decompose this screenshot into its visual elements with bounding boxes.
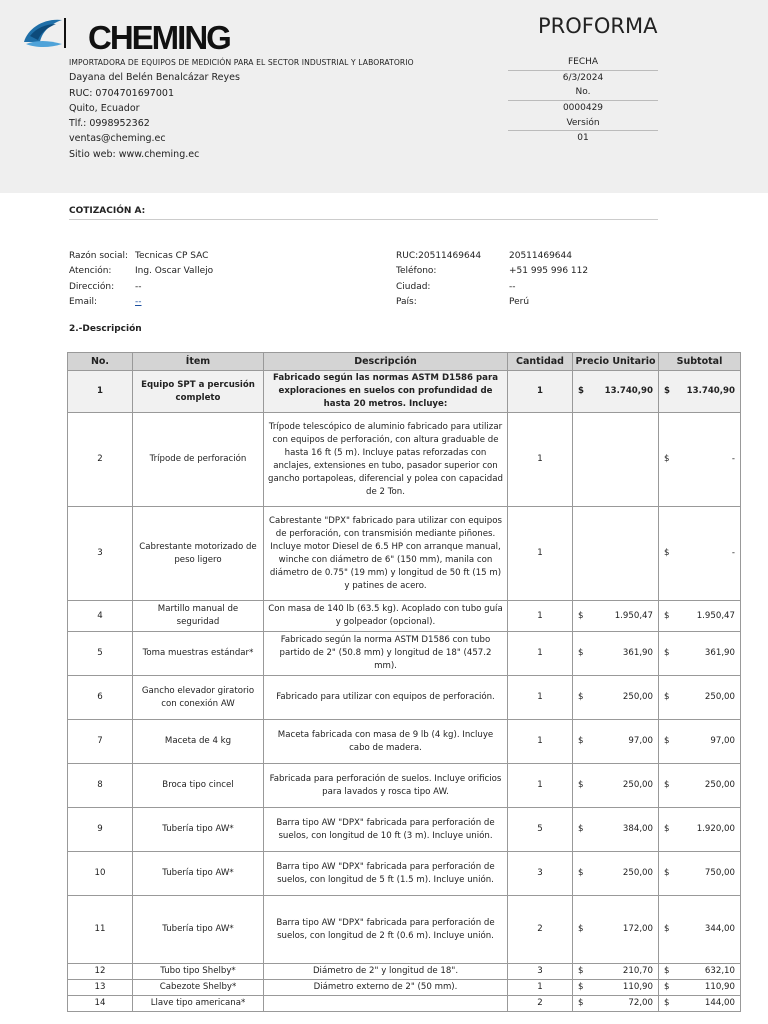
pais-value: Perú: [509, 296, 530, 307]
cell-description: Diámetro externo de 2" (50 mm).: [264, 980, 508, 996]
client-values-left: [135, 249, 213, 310]
description-title: 2.-Descripción: [69, 324, 142, 334]
cell-unit-price-currency: $: [573, 720, 597, 764]
cell-unit-price-currency: $: [573, 601, 597, 632]
cell-no: 13: [68, 980, 133, 996]
cell-unit-price: 72,00: [597, 996, 659, 1012]
number-value: 0000429: [562, 103, 604, 114]
cell-unit-price: 250,00: [597, 764, 659, 808]
ruc-value: 20511469644: [509, 251, 572, 261]
client-labels-right: [396, 249, 481, 310]
direccion-value: --: [135, 281, 142, 292]
company-website: Sitio web: www.cheming.ec: [69, 148, 200, 160]
cell-description: [264, 996, 508, 1012]
atencion-label: Atención:: [69, 266, 112, 277]
cell-item: Broca tipo cincel: [133, 764, 264, 808]
cell-description: Fabricado según la norma ASTM D1586 con tubo partido de 2" (50.8 mm) y longitud de 18" (457.2 mm).: [264, 632, 508, 676]
cell-quantity: 1: [508, 980, 573, 996]
table-row: [68, 413, 741, 507]
client-values-right: [509, 249, 588, 310]
cell-item: Llave tipo americana*: [133, 996, 264, 1012]
cell-item: Tubería tipo AW*: [133, 896, 264, 964]
table-row: [68, 808, 741, 852]
cell-unit-price-currency: $: [573, 964, 597, 980]
cell-subtotal: -: [683, 507, 741, 601]
cell-subtotal-currency: $: [659, 676, 683, 720]
cell-unit-price-currency: [573, 507, 597, 601]
items-table: [67, 352, 741, 1012]
table-row: [68, 507, 741, 601]
cell-item: Trípode de perforación: [133, 413, 264, 507]
cell-description: Maceta fabricada con masa de 9 lb (4 kg). Incluye cabo de madera.: [264, 720, 508, 764]
cell-quantity: 1: [508, 413, 573, 507]
cell-quantity: 1: [508, 764, 573, 808]
cell-subtotal: -: [683, 413, 741, 507]
cell-quantity: 2: [508, 996, 573, 1012]
cell-quantity: 3: [508, 852, 573, 896]
cell-description: Barra tipo AW "DPX" fabricada para perforación de suelos, con longitud de 10 ft (3 m). Incluye unión.: [264, 808, 508, 852]
cell-subtotal-currency: $: [659, 764, 683, 808]
cell-unit-price-currency: $: [573, 980, 597, 996]
cell-unit-price-currency: $: [573, 371, 597, 413]
cell-description: Fabricado según las normas ASTM D1586 para exploraciones en suelos con profundidad de hasta 20 metros. Incluye:: [264, 371, 508, 413]
cell-quantity: 5: [508, 808, 573, 852]
company-phone: Tlf.: 0998952362: [69, 118, 150, 130]
company-city: Quito, Ecuador: [69, 102, 140, 114]
cell-subtotal: 361,90: [683, 632, 741, 676]
cell-no: 7: [68, 720, 133, 764]
cell-item: Martillo manual de seguridad: [133, 601, 264, 632]
razon-value: Tecnicas CP SAC: [135, 251, 209, 261]
cell-unit-price-currency: [573, 413, 597, 507]
ruc-label: RUC:20511469644: [396, 251, 482, 261]
document-title: PROFORMA: [538, 14, 658, 38]
company-info: [69, 55, 414, 162]
cell-no: 12: [68, 964, 133, 980]
cell-quantity: 1: [508, 371, 573, 413]
pais-label: País:: [396, 296, 417, 307]
ciudad-label: Ciudad:: [396, 281, 431, 292]
cell-subtotal-currency: $: [659, 720, 683, 764]
cell-subtotal-currency: $: [659, 371, 683, 413]
table-row: [68, 764, 741, 808]
header-unit-price: Precio Unitario: [573, 353, 659, 371]
cell-subtotal-currency: $: [659, 601, 683, 632]
company-logo-text: CHEMING: [88, 19, 230, 56]
cell-no: 14: [68, 996, 133, 1012]
table-row: [68, 996, 741, 1012]
table-row: [68, 720, 741, 764]
telefono-label: Teléfono:: [396, 266, 437, 277]
cell-subtotal: 1.920,00: [683, 808, 741, 852]
company-ruc: RUC: 0704701697001: [69, 87, 174, 99]
razon-label: Razón social:: [69, 251, 129, 261]
fecha-label: FECHA: [508, 55, 658, 71]
cell-unit-price-currency: $: [573, 852, 597, 896]
cell-quantity: 1: [508, 720, 573, 764]
cell-subtotal: 1.950,47: [683, 601, 741, 632]
cell-unit-price: 172,00: [597, 896, 659, 964]
company-email: ventas@cheming.ec: [69, 133, 166, 145]
cell-unit-price-currency: $: [573, 896, 597, 964]
cell-quantity: 1: [508, 601, 573, 632]
header-quantity: Cantidad: [508, 353, 573, 371]
cell-item: Tubería tipo AW*: [133, 852, 264, 896]
cell-quantity: 1: [508, 632, 573, 676]
cell-item: Tubo tipo Shelby*: [133, 964, 264, 980]
client-labels-left: [69, 249, 128, 310]
cell-subtotal-currency: $: [659, 964, 683, 980]
cell-item: Equipo SPT a percusión completo: [133, 371, 264, 413]
cell-subtotal-currency: $: [659, 632, 683, 676]
cell-subtotal: 144,00: [683, 996, 741, 1012]
cell-no: 6: [68, 676, 133, 720]
cell-unit-price: [597, 507, 659, 601]
cell-unit-price-currency: $: [573, 808, 597, 852]
section-divider: [69, 219, 658, 220]
table-row: [68, 896, 741, 964]
table-row: [68, 371, 741, 413]
cell-subtotal: 110,90: [683, 980, 741, 996]
cell-no: 8: [68, 764, 133, 808]
email-label: Email:: [69, 296, 98, 307]
direccion-label: Dirección:: [69, 281, 115, 292]
cell-no: 1: [68, 371, 133, 413]
cell-unit-price: 97,00: [597, 720, 659, 764]
table-row: [68, 964, 741, 980]
header-item: Ítem: [133, 353, 264, 371]
header-subtotal: Subtotal: [659, 353, 741, 371]
cell-description: Trípode telescópico de aluminio fabricado para utilizar con equipos de perforación, con altura graduable de hasta 16 ft (5 m). Incluye patas reforzadas con anclajes, extensiones en tubo, pasador superior con gancho portapoleas, diferencial y polea con capacidad de 2 Ton.: [264, 413, 508, 507]
cell-unit-price: 250,00: [597, 852, 659, 896]
cell-description: Fabricado para utilizar con equipos de perforación.: [264, 676, 508, 720]
cell-item: Maceta de 4 kg: [133, 720, 264, 764]
ciudad-value: --: [509, 281, 516, 292]
cell-no: 9: [68, 808, 133, 852]
cell-no: 5: [68, 632, 133, 676]
version-label: Versión: [508, 116, 658, 132]
cell-item: Gancho elevador giratorio con conexión AW: [133, 676, 264, 720]
cell-subtotal-currency: $: [659, 852, 683, 896]
cell-unit-price-currency: $: [573, 764, 597, 808]
cell-subtotal-currency: $: [659, 507, 683, 601]
cell-subtotal: 97,00: [683, 720, 741, 764]
client-section-title: COTIZACIÓN A:: [69, 206, 146, 216]
cell-description: Fabricada para perforación de suelos. Incluye orificios para lavados y rosca tipo AW.: [264, 764, 508, 808]
cell-description: Barra tipo AW "DPX" fabricada para perforación de suelos, con longitud de 5 ft (1.5 m). Incluye unión.: [264, 852, 508, 896]
cell-description: Con masa de 140 lb (63.5 kg). Acoplado con tubo guía y golpeador (opcional).: [264, 601, 508, 632]
cell-unit-price: 1.950,47: [597, 601, 659, 632]
header-no: No.: [68, 353, 133, 371]
cell-no: 2: [68, 413, 133, 507]
cell-subtotal-currency: $: [659, 896, 683, 964]
cell-no: 3: [68, 507, 133, 601]
cell-unit-price: 361,90: [597, 632, 659, 676]
cell-no: 4: [68, 601, 133, 632]
table-row: [68, 632, 741, 676]
cell-description: Barra tipo AW "DPX" fabricada para perforación de suelos, con longitud de 2 ft (0.6 m). Incluye unión.: [264, 896, 508, 964]
company-logo: [22, 12, 230, 56]
atencion-value: Ing. Oscar Vallejo: [135, 266, 214, 277]
cell-subtotal: 13.740,90: [683, 371, 741, 413]
table-row: [68, 980, 741, 996]
cell-no: 11: [68, 896, 133, 964]
cell-subtotal: 632,10: [683, 964, 741, 980]
cell-subtotal: 344,00: [683, 896, 741, 964]
version-value: 01: [577, 133, 589, 144]
company-tagline: IMPORTADORA DE EQUIPOS DE MEDICIÓN PARA EL SECTOR INDUSTRIAL Y LABORATORIO: [69, 58, 414, 67]
table-header-row: [68, 353, 741, 371]
cell-unit-price: 210,70: [597, 964, 659, 980]
telefono-value: +51 995 996 112: [509, 266, 589, 277]
table-row: [68, 601, 741, 632]
header-description: Descripción: [264, 353, 508, 371]
cell-subtotal-currency: $: [659, 980, 683, 996]
cell-quantity: 2: [508, 896, 573, 964]
document-meta: [508, 55, 658, 146]
company-owner: Dayana del Belén Benalcázar Reyes: [69, 72, 240, 84]
cell-unit-price: [597, 413, 659, 507]
cell-subtotal: 250,00: [683, 676, 741, 720]
cell-subtotal-currency: $: [659, 808, 683, 852]
cell-quantity: 3: [508, 964, 573, 980]
cell-no: 10: [68, 852, 133, 896]
fecha-value: 6/3/2024: [562, 72, 604, 83]
cell-subtotal: 750,00: [683, 852, 741, 896]
cell-description: Diámetro de 2" y longitud de 18".: [264, 964, 508, 980]
cell-description: Cabrestante "DPX" fabricado para utilizar con equipos de perforación, con transmisión mediante piñones. Incluye motor Diesel de 6.5 HP con arranque manual, winche con diámetro de 6" (150 mm), manila con diámetro de 0.75" (19 mm) y longitud de 50 ft (15 m) y patines de acero.: [264, 507, 508, 601]
cell-unit-price: 384,00: [597, 808, 659, 852]
cell-unit-price-currency: $: [573, 996, 597, 1012]
cell-subtotal: 250,00: [683, 764, 741, 808]
cell-unit-price: 110,90: [597, 980, 659, 996]
cell-item: Cabrestante motorizado de peso ligero: [133, 507, 264, 601]
logo-swoosh-icon: [22, 14, 66, 50]
cell-unit-price-currency: $: [573, 676, 597, 720]
cell-unit-price: 250,00: [597, 676, 659, 720]
table-row: [68, 676, 741, 720]
cell-item: Tubería tipo AW*: [133, 808, 264, 852]
cell-quantity: 1: [508, 507, 573, 601]
cell-quantity: 1: [508, 676, 573, 720]
number-label: No.: [508, 85, 658, 101]
table-body: [68, 371, 741, 1012]
cell-unit-price: 13.740,90: [597, 371, 659, 413]
cell-unit-price-currency: $: [573, 632, 597, 676]
cell-item: Toma muestras estándar*: [133, 632, 264, 676]
email-value[interactable]: --: [135, 296, 142, 307]
cell-subtotal-currency: $: [659, 996, 683, 1012]
table-row: [68, 852, 741, 896]
cell-item: Cabezote Shelby*: [133, 980, 264, 996]
document-header: [0, 0, 768, 193]
cell-subtotal-currency: $: [659, 413, 683, 507]
